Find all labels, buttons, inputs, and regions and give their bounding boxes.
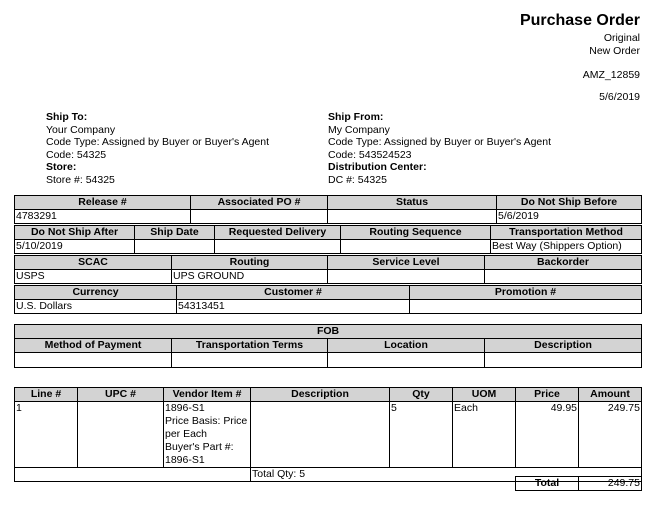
transportation-method-value: Best Way (Shippers Option) <box>491 240 642 254</box>
promotion-number-header: Promotion # <box>410 286 642 300</box>
ship-from-label: Ship From: <box>328 111 384 123</box>
routing-sequence-header: Routing Sequence <box>341 226 491 240</box>
transportation-terms-header: Transportation Terms <box>172 339 328 353</box>
qty-header: Qty <box>390 388 453 402</box>
currency-header: Currency <box>15 286 177 300</box>
ship-to-name: Your Company <box>46 123 116 136</box>
line-number: 1 <box>15 402 78 468</box>
fob-title: FOB <box>15 325 642 339</box>
total-label: Total <box>516 477 579 491</box>
method-of-payment-value <box>15 353 172 368</box>
routing-value: UPS GROUND <box>172 270 328 284</box>
uom-header: UOM <box>453 388 516 402</box>
do-not-ship-before-value: 5/6/2019 <box>497 210 642 224</box>
status-header: Status <box>328 196 497 210</box>
order-copy-type: Original <box>603 32 640 44</box>
associated-po-value <box>191 210 328 224</box>
line-items-table <box>14 387 642 482</box>
document-title: Purchase Order <box>519 12 640 29</box>
location-value <box>328 353 485 368</box>
total-qty: Total Qty: 5 <box>251 468 642 482</box>
dc-label: Distribution Center: <box>328 161 427 173</box>
fob-table <box>14 324 642 368</box>
requested-delivery-value <box>215 240 341 254</box>
customer-number-value: 54313451 <box>177 300 410 314</box>
upc <box>78 402 164 468</box>
method-of-payment-header: Method of Payment <box>15 339 172 353</box>
po-number: AMZ_12859 <box>582 69 640 81</box>
ship-date-header: Ship Date <box>135 226 215 240</box>
total-amount: 249.75 <box>579 477 642 491</box>
order-type: New Order <box>589 45 640 57</box>
ship-date-value <box>135 240 215 254</box>
fob-description-value <box>485 353 642 368</box>
price-basis-line2: per Each <box>165 428 208 440</box>
do-not-ship-before-header: Do Not Ship Before <box>497 196 642 210</box>
do-not-ship-after-header: Do Not Ship After <box>15 226 135 240</box>
item-description-header: Description <box>251 388 390 402</box>
routing-header: Routing <box>172 256 328 270</box>
service-level-header: Service Level <box>328 256 485 270</box>
ship-to-code: Code: 54325 <box>46 148 107 161</box>
transportation-terms-value <box>172 353 328 368</box>
service-level-value <box>328 270 485 284</box>
vendor-item-header: Vendor Item # <box>164 388 251 402</box>
store-number: Store #: 54325 <box>46 173 115 186</box>
carrier-table <box>14 255 642 284</box>
release-header: Release # <box>15 196 191 210</box>
location-header: Location <box>328 339 485 353</box>
item-amount: 249.75 <box>579 402 642 468</box>
customer-number-header: Customer # <box>177 286 410 300</box>
total-qty-spacer <box>15 468 251 482</box>
price-basis-line1: Price Basis: Price <box>165 415 248 427</box>
release-value: 4783291 <box>15 210 191 224</box>
status-value <box>328 210 497 224</box>
item-price: 49.95 <box>516 402 579 468</box>
release-table <box>14 195 642 224</box>
ship-from-code-type: Code Type: Assigned by Buyer or Buyer's Agent <box>328 136 552 148</box>
buyer-part-label: Buyer's Part #: <box>165 441 234 453</box>
shipping-dates-table <box>14 225 642 254</box>
fob-description-header: Description <box>485 339 642 353</box>
amount-header: Amount <box>579 388 642 402</box>
requested-delivery-header: Requested Delivery <box>215 226 341 240</box>
upc-header: UPC # <box>78 388 164 402</box>
table-row <box>15 402 642 468</box>
backorder-header: Backorder <box>485 256 642 270</box>
scac-header: SCAC <box>15 256 172 270</box>
vendor-item <box>164 402 251 468</box>
routing-sequence-value <box>341 240 491 254</box>
store-label: Store: <box>46 161 77 173</box>
item-uom: Each <box>453 402 516 468</box>
associated-po-header: Associated PO # <box>191 196 328 210</box>
ship-to-label: Ship To: <box>46 111 88 123</box>
item-qty: 5 <box>390 402 453 468</box>
transportation-method-header: Transportation Method <box>491 226 642 240</box>
ship-from-code: Code: 543524523 <box>328 148 412 161</box>
ship-from-name: My Company <box>328 123 390 136</box>
item-description <box>251 402 390 468</box>
dc-number: DC #: 54325 <box>328 173 387 186</box>
ship-from-block <box>328 111 551 186</box>
po-date: 5/6/2019 <box>599 91 640 103</box>
scac-value: USPS <box>15 270 172 284</box>
currency-value: U.S. Dollars <box>15 300 177 314</box>
promotion-number-value <box>410 300 642 314</box>
currency-table <box>14 285 642 314</box>
price-header: Price <box>516 388 579 402</box>
ship-to-block <box>46 111 269 186</box>
line-number-header: Line # <box>15 388 78 402</box>
totals-table <box>515 476 642 491</box>
ship-to-code-type: Code Type: Assigned by Buyer or Buyer's Agent <box>46 136 270 148</box>
backorder-value <box>485 270 642 284</box>
do-not-ship-after-value: 5/10/2019 <box>15 240 135 254</box>
vendor-item-number: 1896-S1 <box>165 402 205 414</box>
buyer-part-number: 1896-S1 <box>165 454 205 466</box>
